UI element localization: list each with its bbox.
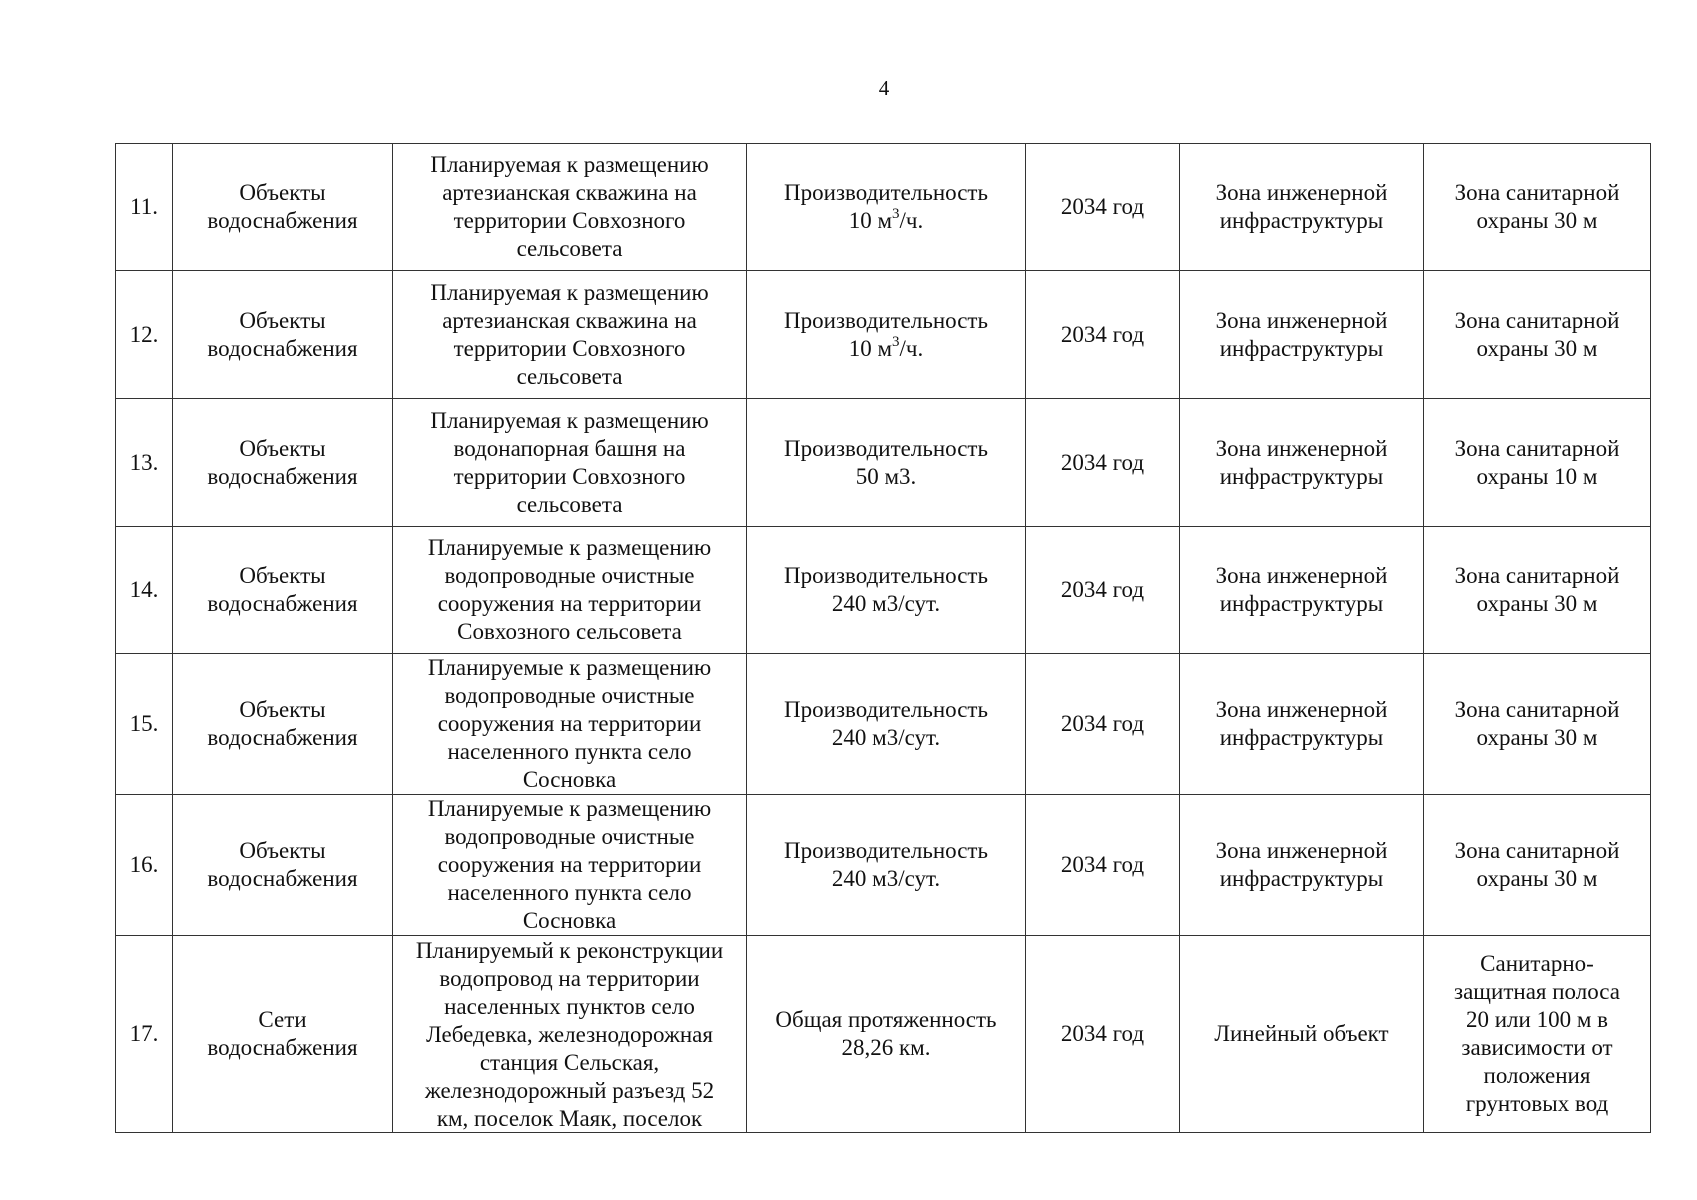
object-description: Планируемые к размещению водопроводные очистные сооружения на территории Совхозного сельсовета (393, 527, 747, 654)
object-parameter: Производительность 240 м3/сут. (747, 795, 1026, 936)
implementation-year: 2034 год (1026, 271, 1180, 399)
object-type: Объекты водоснабжения (173, 795, 393, 936)
object-parameter: Производительность 240 м3/сут. (747, 654, 1026, 795)
row-number: 17. (116, 936, 173, 1133)
object-type: Объекты водоснабжения (173, 399, 393, 527)
functional-zone: Зона инженерной инфраструктуры (1180, 795, 1424, 936)
object-type: Объекты водоснабжения (173, 654, 393, 795)
row-number: 16. (116, 795, 173, 936)
functional-zone: Зона инженерной инфраструктуры (1180, 654, 1424, 795)
table-row (116, 936, 1651, 1133)
object-parameter: Общая протяженность 28,26 км. (747, 936, 1026, 1133)
object-description: Планируемая к размещению артезианская скважина на территории Совхозного сельсовета (393, 144, 747, 271)
functional-zone: Линейный объект (1180, 936, 1424, 1133)
object-description: Планируемая к размещению артезианская скважина на территории Совхозного сельсовета (393, 271, 747, 399)
page-number: 4 (878, 76, 890, 100)
row-number: 12. (116, 271, 173, 399)
functional-zone: Зона инженерной инфраструктуры (1180, 527, 1424, 654)
protection-zone: Зона санитарной охраны 30 м (1424, 527, 1651, 654)
functional-zone: Зона инженерной инфраструктуры (1180, 271, 1424, 399)
table-row (116, 271, 1651, 399)
implementation-year: 2034 год (1026, 795, 1180, 936)
protection-zone: Зона санитарной охраны 30 м (1424, 795, 1651, 936)
object-type: Объекты водоснабжения (173, 144, 393, 271)
object-type: Объекты водоснабжения (173, 527, 393, 654)
protection-zone: Зона санитарной охраны 10 м (1424, 399, 1651, 527)
row-number: 15. (116, 654, 173, 795)
row-number: 13. (116, 399, 173, 527)
object-description: Планируемый к реконструкции водопровод на территории населенных пунктов село Лебедевка, железнодорожная станция Сельская, железнодорожный разъезд 52 км, поселок Маяк, поселок (393, 936, 747, 1133)
object-type: Объекты водоснабжения (173, 271, 393, 399)
table-row (116, 795, 1651, 936)
table-row (116, 654, 1651, 795)
implementation-year: 2034 год (1026, 144, 1180, 271)
implementation-year: 2034 год (1026, 936, 1180, 1133)
object-type: Сети водоснабжения (173, 936, 393, 1133)
implementation-year: 2034 год (1026, 399, 1180, 527)
row-number: 11. (116, 144, 173, 271)
implementation-year: 2034 год (1026, 654, 1180, 795)
table-row (116, 144, 1651, 271)
table-row (116, 527, 1651, 654)
object-description: Планируемая к размещению водонапорная башня на территории Совхозного сельсовета (393, 399, 747, 527)
functional-zone: Зона инженерной инфраструктуры (1180, 399, 1424, 527)
row-number: 14. (116, 527, 173, 654)
object-parameter: Производительность 10 $м^3/ч$. (747, 144, 1026, 271)
table-row (116, 399, 1651, 527)
object-description: Планируемые к размещению водопроводные очистные сооружения на территории населенного пункта село Сосновка (393, 795, 747, 936)
planned-objects-table (115, 143, 1651, 1133)
object-parameter: Производительность 240 м3/сут. (747, 527, 1026, 654)
protection-zone: Зона санитарной охраны 30 м (1424, 271, 1651, 399)
object-parameter: Производительность 50 м3. (747, 399, 1026, 527)
protection-zone: Зона санитарной охраны 30 м (1424, 654, 1651, 795)
protection-zone: Санитарно- защитная полоса 20 или 100 м в зависимости от положения грунтовых вод (1424, 936, 1651, 1133)
protection-zone: Зона санитарной охраны 30 м (1424, 144, 1651, 271)
functional-zone: Зона инженерной инфраструктуры (1180, 144, 1424, 271)
object-description: Планируемые к размещению водопроводные очистные сооружения на территории населенного пункта село Сосновка (393, 654, 747, 795)
object-parameter: Производительность 10 $м^3/ч$. (747, 271, 1026, 399)
implementation-year: 2034 год (1026, 527, 1180, 654)
